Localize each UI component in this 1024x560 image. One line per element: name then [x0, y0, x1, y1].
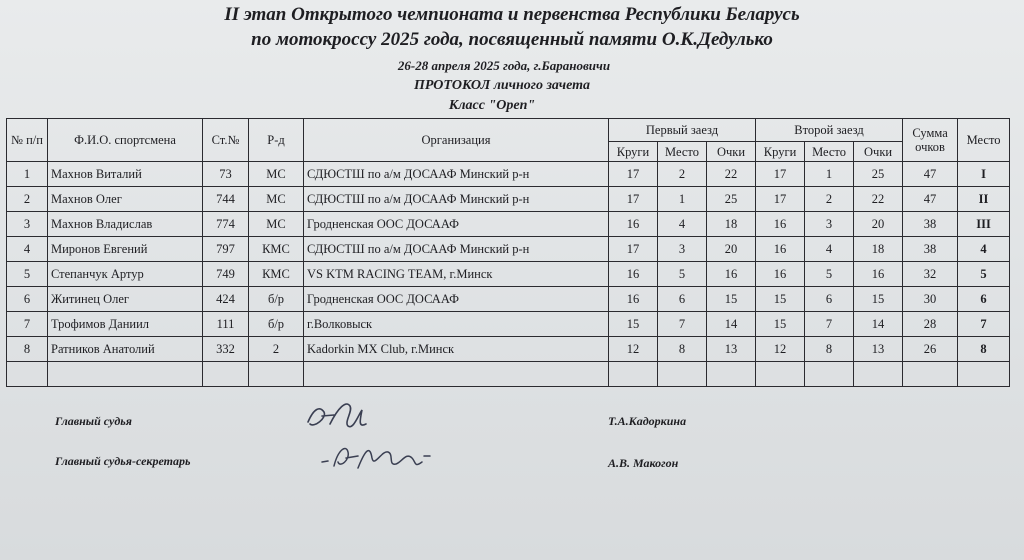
table-row [7, 312, 1010, 337]
row-number: 2 [7, 187, 48, 212]
race2-laps: 16 [756, 237, 805, 262]
race1-points: 20 [707, 237, 756, 262]
race1-points: 22 [707, 162, 756, 187]
race1-position: 4 [658, 212, 707, 237]
start-number: 111 [203, 312, 249, 337]
empty-cell [958, 362, 1010, 387]
table-row [7, 162, 1010, 187]
race2-position: 8 [805, 337, 854, 362]
organization: Гродненская ООС ДОСААФ [304, 212, 609, 237]
race1-laps: 17 [609, 162, 658, 187]
race1-points: 18 [707, 212, 756, 237]
race1-position: 7 [658, 312, 707, 337]
start-number: 332 [203, 337, 249, 362]
row-number: 6 [7, 287, 48, 312]
class-title: Класс "Open" [448, 98, 536, 113]
final-place: I [958, 162, 1010, 187]
total-points: 38 [903, 237, 958, 262]
header-place: Место [958, 119, 1010, 162]
final-place: 4 [958, 237, 1010, 262]
race2-points: 25 [854, 162, 903, 187]
chief-judge-name: Т.А.Кадоркина [608, 414, 687, 428]
race2-points: 22 [854, 187, 903, 212]
sport-rank: б/р [249, 312, 304, 337]
empty-cell [48, 362, 203, 387]
final-place: 8 [958, 337, 1010, 362]
race1-position: 8 [658, 337, 707, 362]
empty-cell [609, 362, 658, 387]
header-rank: Р-д [249, 119, 304, 162]
results-table [6, 118, 1010, 387]
table-row [7, 262, 1010, 287]
race1-laps: 17 [609, 237, 658, 262]
chief-secretary-signature [318, 438, 438, 478]
empty-row [7, 362, 1010, 387]
empty-cell [854, 362, 903, 387]
race2-laps: 16 [756, 212, 805, 237]
start-number: 73 [203, 162, 249, 187]
start-number: 749 [203, 262, 249, 287]
header-race2-points: Очки [854, 142, 903, 162]
organization: Гродненская ООС ДОСААФ [304, 287, 609, 312]
header-total-points: Сумма очков [903, 119, 958, 162]
race2-points: 16 [854, 262, 903, 287]
race1-points: 15 [707, 287, 756, 312]
sport-rank: МС [249, 212, 304, 237]
row-number: 7 [7, 312, 48, 337]
header-race2-position: Место [805, 142, 854, 162]
chief-secretary-name: А.В. Макогон [608, 456, 679, 470]
race2-laps: 16 [756, 262, 805, 287]
race2-laps: 15 [756, 287, 805, 312]
sport-rank: 2 [249, 337, 304, 362]
athlete-name: Махнов Виталий [48, 162, 203, 187]
organization: Kadorkin MX Club, г.Минск [304, 337, 609, 362]
final-place: 7 [958, 312, 1010, 337]
header-number: № п/п [7, 119, 48, 162]
race2-laps: 12 [756, 337, 805, 362]
header-race-2: Второй заезд [756, 119, 903, 142]
total-points: 47 [903, 162, 958, 187]
start-number: 744 [203, 187, 249, 212]
sport-rank: КМС [249, 237, 304, 262]
table-row [7, 187, 1010, 212]
total-points: 26 [903, 337, 958, 362]
total-points: 28 [903, 312, 958, 337]
final-place: 6 [958, 287, 1010, 312]
athlete-name: Житинец Олег [48, 287, 203, 312]
table-row [7, 337, 1010, 362]
start-number: 797 [203, 237, 249, 262]
header-race1-laps: Круги [609, 142, 658, 162]
row-number: 4 [7, 237, 48, 262]
sport-rank: КМС [249, 262, 304, 287]
row-number: 1 [7, 162, 48, 187]
empty-cell [756, 362, 805, 387]
organization: СДЮСТШ по а/м ДОСААФ Минский р-н [304, 187, 609, 212]
table-row [7, 212, 1010, 237]
athlete-name: Степанчук Артур [48, 262, 203, 287]
chief-judge-label: Главный судья [55, 414, 132, 428]
final-place: II [958, 187, 1010, 212]
athlete-name: Махнов Владислав [48, 212, 203, 237]
race2-position: 7 [805, 312, 854, 337]
empty-cell [7, 362, 48, 387]
organization: СДЮСТШ по а/м ДОСААФ Минский р-н [304, 237, 609, 262]
header-race1-points: Очки [707, 142, 756, 162]
sport-rank: МС [249, 187, 304, 212]
race2-position: 2 [805, 187, 854, 212]
chief-secretary-label: Главный судья-секретарь [55, 454, 191, 468]
race2-position: 6 [805, 287, 854, 312]
empty-cell [203, 362, 249, 387]
empty-cell [304, 362, 609, 387]
race2-position: 1 [805, 162, 854, 187]
organization: СДЮСТШ по а/м ДОСААФ Минский р-н [304, 162, 609, 187]
start-number: 424 [203, 287, 249, 312]
total-points: 32 [903, 262, 958, 287]
header-organization: Организация [304, 119, 609, 162]
table-row [7, 287, 1010, 312]
athlete-name: Махнов Олег [48, 187, 203, 212]
row-number: 8 [7, 337, 48, 362]
empty-cell [249, 362, 304, 387]
race1-points: 25 [707, 187, 756, 212]
race1-points: 16 [707, 262, 756, 287]
empty-cell [805, 362, 854, 387]
table-row [7, 237, 1010, 262]
header-name: Ф.И.О. спортсмена [48, 119, 203, 162]
race1-laps: 16 [609, 212, 658, 237]
event-date-location: 26-28 апреля 2025 года, г.Барановичи [397, 58, 611, 73]
header-start-number: Ст.№ [203, 119, 249, 162]
empty-cell [707, 362, 756, 387]
race2-laps: 17 [756, 187, 805, 212]
header-race-1: Первый заезд [609, 119, 756, 142]
organization: VS KTM RACING TEAM, г.Минск [304, 262, 609, 287]
sport-rank: МС [249, 162, 304, 187]
race1-laps: 16 [609, 287, 658, 312]
total-points: 30 [903, 287, 958, 312]
athlete-name: Ратников Анатолий [48, 337, 203, 362]
race2-points: 18 [854, 237, 903, 262]
athlete-name: Трофимов Даниил [48, 312, 203, 337]
race1-points: 13 [707, 337, 756, 362]
race2-position: 4 [805, 237, 854, 262]
race2-points: 13 [854, 337, 903, 362]
start-number: 774 [203, 212, 249, 237]
race1-position: 2 [658, 162, 707, 187]
final-place: 5 [958, 262, 1010, 287]
header-race1-position: Место [658, 142, 707, 162]
chief-judge-signature [300, 398, 390, 436]
row-number: 5 [7, 262, 48, 287]
race2-points: 14 [854, 312, 903, 337]
header-race2-laps: Круги [756, 142, 805, 162]
title-line-2: по мотокроссу 2025 года, посвященный памяти О.К.Дедулько [251, 29, 773, 50]
race2-points: 20 [854, 212, 903, 237]
race1-points: 14 [707, 312, 756, 337]
race2-position: 3 [805, 212, 854, 237]
race2-position: 5 [805, 262, 854, 287]
race1-laps: 17 [609, 187, 658, 212]
race1-position: 1 [658, 187, 707, 212]
empty-cell [903, 362, 958, 387]
sport-rank: б/р [249, 287, 304, 312]
empty-cell [658, 362, 707, 387]
row-number: 3 [7, 212, 48, 237]
race2-laps: 15 [756, 312, 805, 337]
final-place: III [958, 212, 1010, 237]
race2-points: 15 [854, 287, 903, 312]
race1-position: 6 [658, 287, 707, 312]
race2-laps: 17 [756, 162, 805, 187]
title-line-1: II этап Открытого чемпионата и первенства Республики Беларусь [224, 4, 800, 25]
athlete-name: Миронов Евгений [48, 237, 203, 262]
race1-position: 3 [658, 237, 707, 262]
race1-laps: 12 [609, 337, 658, 362]
race1-laps: 16 [609, 262, 658, 287]
race1-laps: 15 [609, 312, 658, 337]
total-points: 38 [903, 212, 958, 237]
protocol-title: ПРОТОКОЛ личного зачета [413, 78, 591, 93]
organization: г.Волковыск [304, 312, 609, 337]
total-points: 47 [903, 187, 958, 212]
race1-position: 5 [658, 262, 707, 287]
